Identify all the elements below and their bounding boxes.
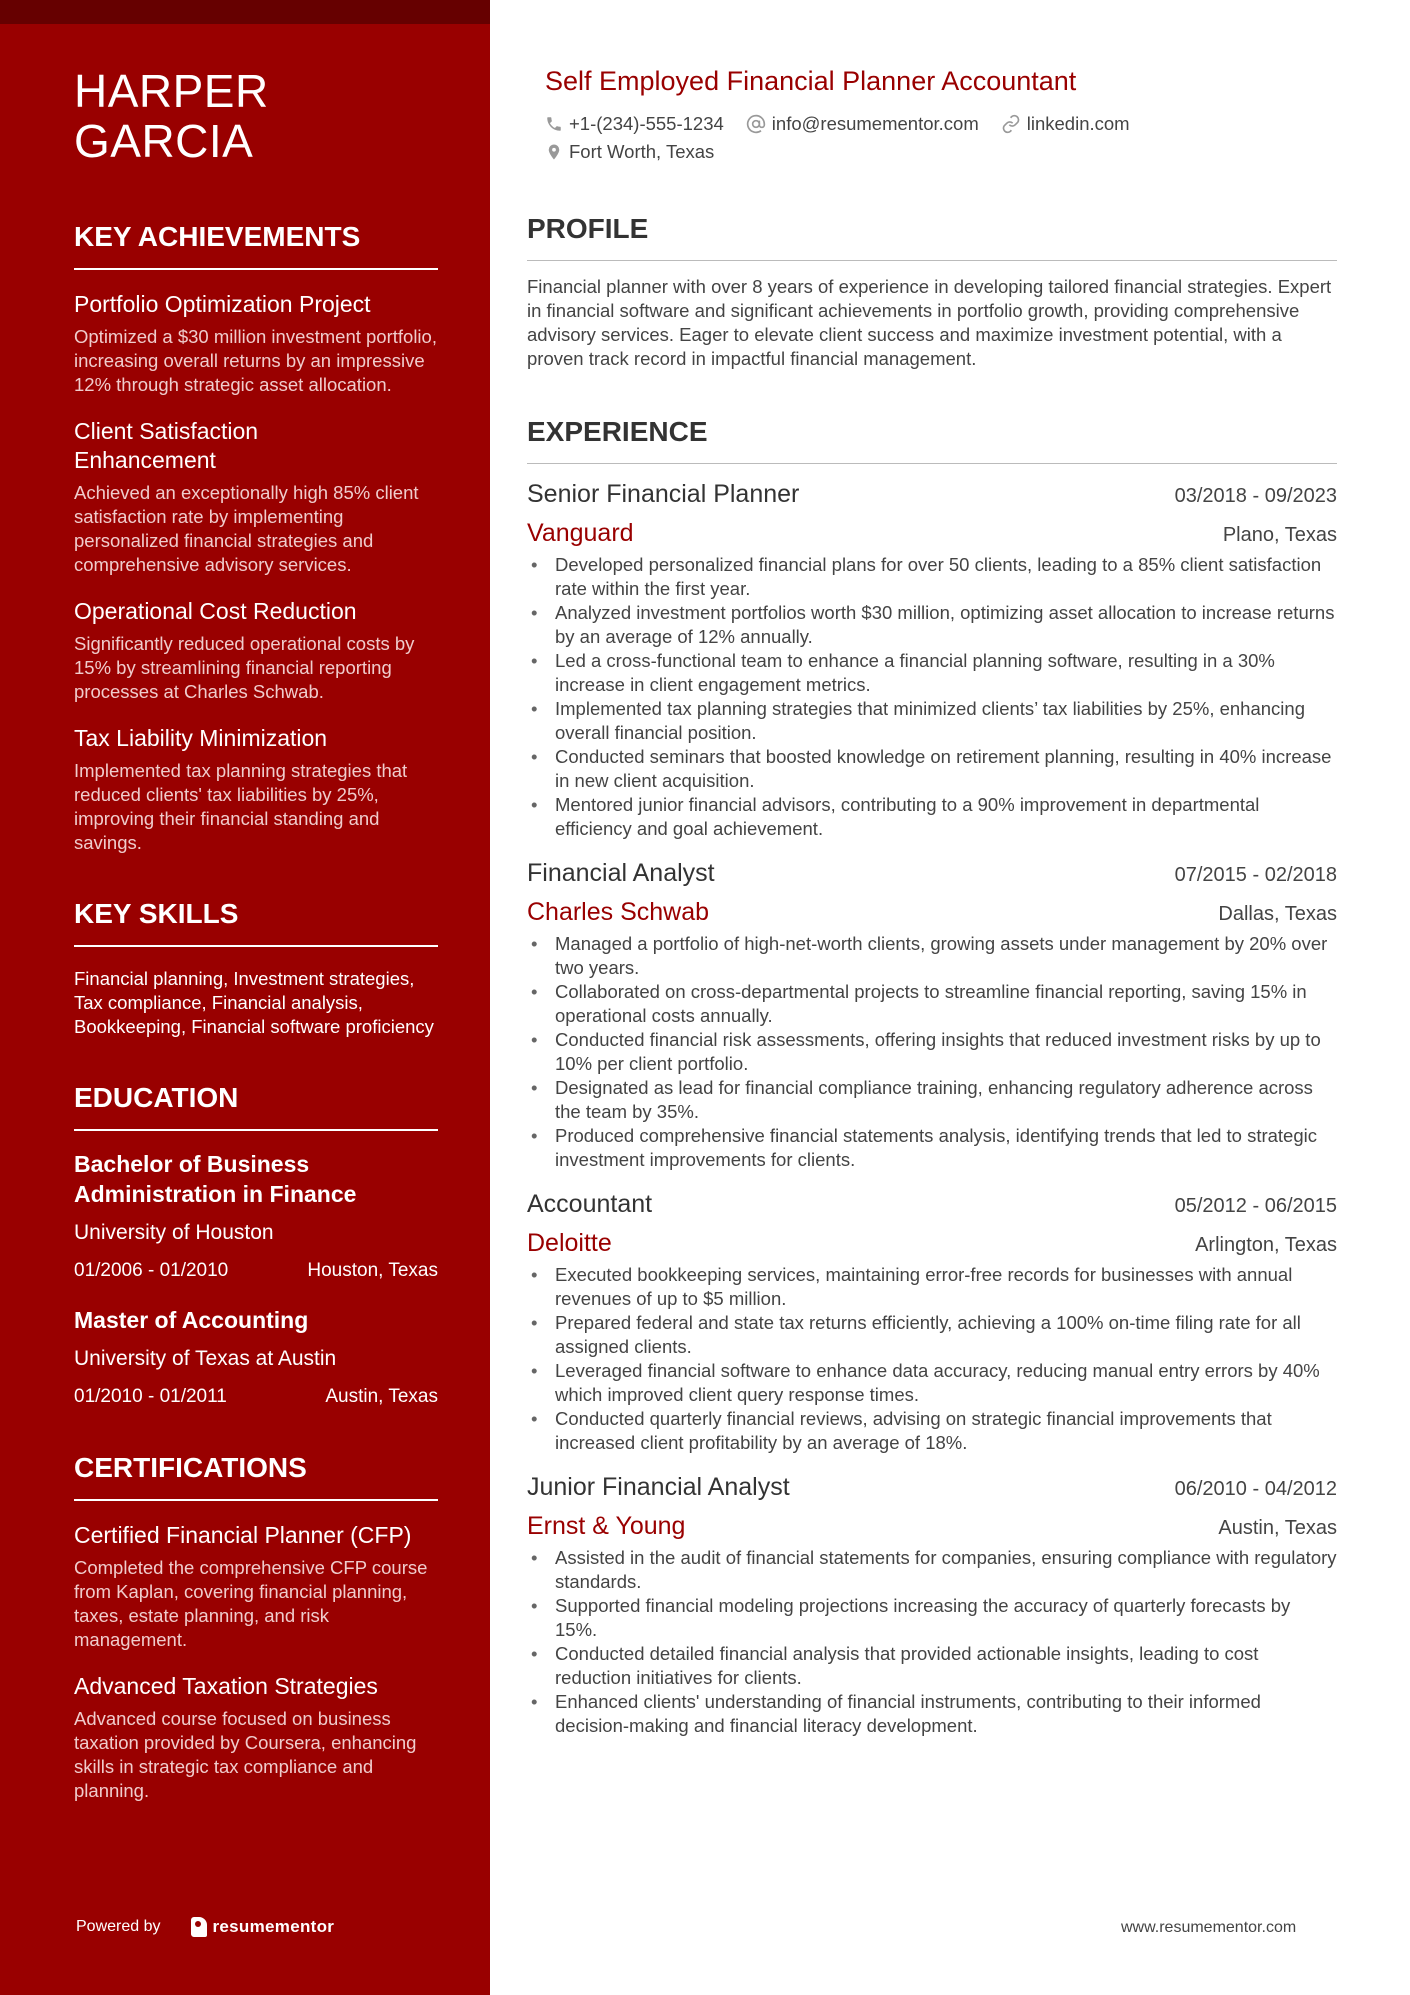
contact-phone[interactable] xyxy=(545,112,724,136)
bullet-item: • Led a cross-functional team to enhance a financial planning software, resulting in a 30% increase in client engagement metrics. xyxy=(527,649,1337,697)
achievements-section xyxy=(74,220,438,855)
experience-dates: 06/2010 - 04/2012 xyxy=(1174,1478,1337,1500)
achievement-title: Operational Cost Reduction xyxy=(74,598,357,624)
education-item xyxy=(74,1149,438,1283)
education-dates: 01/2006 - 01/2010 xyxy=(74,1260,229,1281)
certification-desc: Completed the comprehensive CFP course from Kaplan, covering financial planning, taxes, estate planning, and risk management. xyxy=(74,1557,428,1650)
bullet-item: • Produced comprehensive financial statements analysis, identifying trends that led to strategic investment improvements for clients. xyxy=(527,1124,1337,1172)
bullet-item: • Conducted seminars that boosted knowledge on retirement planning, resulting in 40% increase in new client acquisition. xyxy=(527,745,1337,793)
resumementor-logo-icon xyxy=(191,1917,207,1937)
experience-title: Senior Financial Planner xyxy=(527,480,800,508)
map-pin-icon xyxy=(545,142,563,162)
bullet-item: • Assisted in the audit of financial statements for companies, ensuring compliance with regulatory standards. xyxy=(527,1546,1337,1594)
education-section xyxy=(74,1081,438,1409)
certification-desc: Advanced course focused on business taxation provided by Coursera, enhancing skills in strategic tax compliance and planning. xyxy=(74,1708,417,1801)
phone-icon xyxy=(545,115,563,133)
experience-bullets xyxy=(527,553,1337,841)
experience-location: Austin, Texas xyxy=(1218,1517,1337,1539)
education-school: University of Texas at Austin xyxy=(74,1347,337,1370)
achievement-item xyxy=(74,597,438,704)
achievement-title: Portfolio Optimization Project xyxy=(74,291,371,317)
linkedin-text: linkedin.com xyxy=(1026,113,1130,134)
powered-by-label: Powered by xyxy=(76,1918,161,1935)
bullet-item: • Supported financial modeling projections increasing the accuracy of quarterly forecasts by 15%. xyxy=(527,1594,1337,1642)
contact-row-location xyxy=(545,140,1337,164)
profile-section xyxy=(527,212,1337,371)
achievement-item xyxy=(74,417,438,577)
experience-item xyxy=(527,478,1337,841)
contact-email[interactable] xyxy=(746,112,979,136)
contact-row xyxy=(545,112,1337,136)
location-text: Fort Worth, Texas xyxy=(569,141,715,162)
experience-company: Deloitte xyxy=(527,1229,612,1257)
education-location: Austin, Texas xyxy=(325,1386,438,1407)
sidebar-top-bar xyxy=(0,0,490,24)
experience-company: Vanguard xyxy=(527,519,634,547)
education-degree: Bachelor of Business Administration in Finance xyxy=(74,1151,357,1207)
education-location: Houston, Texas xyxy=(307,1260,438,1281)
at-sign-icon xyxy=(746,114,766,134)
experience-bullets xyxy=(527,1546,1337,1738)
achievement-desc: Implemented tax planning strategies that reduced clients' tax liabilities by 25%, improving their financial standing and savings. xyxy=(74,760,408,853)
experience-item xyxy=(527,857,1337,1172)
experience-company: Ernst & Young xyxy=(527,1512,686,1540)
sidebar xyxy=(0,0,490,1995)
bullet-item: • Analyzed investment portfolios worth $30 million, optimizing asset allocation to increase returns by an average of 12% annually. xyxy=(527,601,1337,649)
bullet-item: • Leveraged financial software to enhance data accuracy, reducing manual entry errors by 40% which improved client query response times. xyxy=(527,1359,1337,1407)
bullet-item: • Implemented tax planning strategies that minimized clients’ tax liabilities by 25%, enhancing overall financial position. xyxy=(527,697,1337,745)
skills-list: Financial planning, Investment strategies, Tax compliance, Financial analysis, Bookkeeping, Financial software proficiency xyxy=(74,968,434,1037)
achievement-item xyxy=(74,724,438,855)
certification-item xyxy=(74,1521,438,1652)
contact-location xyxy=(545,140,714,164)
achievement-title: Client Satisfaction Enhancement xyxy=(74,418,259,473)
bullet-item: • Executed bookkeeping services, maintaining error-free records for businesses with annual revenues of up to $5 million. xyxy=(527,1263,1337,1311)
certification-title: Certified Financial Planner (CFP) xyxy=(74,1522,412,1548)
phone-text: +1-(234)-555-1234 xyxy=(569,113,724,134)
certifications-heading: CERTIFICATIONS xyxy=(74,1451,438,1501)
certification-title: Advanced Taxation Strategies xyxy=(74,1673,378,1699)
achievements-heading: KEY ACHIEVEMENTS xyxy=(74,220,438,270)
contact-linkedin[interactable] xyxy=(1001,112,1130,136)
bullet-item: • Enhanced clients' understanding of financial instruments, contributing to their informed decision-making and financial literacy development. xyxy=(527,1690,1337,1738)
bullet-item: • Designated as lead for financial compliance training, enhancing regulatory adherence across the team by 35%. xyxy=(527,1076,1337,1124)
powered-by xyxy=(76,1917,334,1937)
education-heading: EDUCATION xyxy=(74,1081,438,1131)
experience-company: Charles Schwab xyxy=(527,898,710,926)
link-icon xyxy=(1001,114,1021,134)
experience-bullets xyxy=(527,1263,1337,1455)
experience-heading: EXPERIENCE xyxy=(527,415,1337,464)
experience-location: Plano, Texas xyxy=(1222,524,1337,546)
bullet-item: • Mentored junior financial advisors, contributing to a 90% improvement in departmental efficiency and goal achievement. xyxy=(527,793,1337,841)
education-school: University of Houston xyxy=(74,1221,274,1244)
email-text: info@resumementor.com xyxy=(771,113,979,134)
experience-dates: 03/2018 - 09/2023 xyxy=(1174,485,1337,507)
experience-bullets xyxy=(527,932,1337,1172)
certification-item xyxy=(74,1672,438,1803)
achievement-title: Tax Liability Minimization xyxy=(74,725,328,751)
bullet-item: • Conducted detailed financial analysis that provided actionable insights, leading to cost reduction initiatives for clients. xyxy=(527,1642,1337,1690)
education-degree: Master of Accounting xyxy=(74,1307,309,1333)
profile-heading: PROFILE xyxy=(527,212,1337,261)
education-dates: 01/2010 - 01/2011 xyxy=(74,1386,227,1407)
main-content xyxy=(527,64,1337,1738)
achievement-desc: Significantly reduced operational costs by 15% by streamlining financial reporting processes at Charles Schwab. xyxy=(74,633,415,702)
bullet-item: • Conducted financial risk assessments, offering insights that reduced investment risks by up to 10% per client portfolio. xyxy=(527,1028,1337,1076)
profile-summary: Financial planner with over 8 years of experience in developing tailored financial strategies. Expert in financial software and significant achievements in portfolio growth, providing comprehensive advisory services. Eager to elevate client success and maximize investment potential, with a proven track record in impactful financial management. xyxy=(527,276,1332,369)
job-title: Self Employed Financial Planner Accountant xyxy=(545,66,1077,96)
bullet-item: • Prepared federal and state tax returns efficiently, achieving a 100% on-time filing rate for all assigned clients. xyxy=(527,1311,1337,1359)
candidate-name: HARPER GARCIA xyxy=(74,65,269,167)
experience-item xyxy=(527,1188,1337,1455)
experience-dates: 05/2012 - 06/2015 xyxy=(1174,1195,1337,1217)
education-item xyxy=(74,1305,438,1409)
bullet-item: • Conducted quarterly financial reviews, advising on strategic financial improvements that increased client profitability by an average of 18%. xyxy=(527,1407,1337,1455)
skills-heading: KEY SKILLS xyxy=(74,897,438,947)
achievement-desc: Achieved an exceptionally high 85% client satisfaction rate by implementing personalized financial strategies and comprehensive advisory services. xyxy=(74,482,419,575)
experience-dates: 07/2015 - 02/2018 xyxy=(1174,864,1337,886)
certifications-section xyxy=(74,1451,438,1803)
achievement-desc: Optimized a $30 million investment portfolio, increasing overall returns by an impressive 12% through strategic asset allocation. xyxy=(74,326,437,395)
experience-title: Accountant xyxy=(527,1190,653,1218)
experience-item xyxy=(527,1471,1337,1738)
experience-location: Arlington, Texas xyxy=(1195,1234,1337,1256)
experience-section xyxy=(527,415,1337,1738)
experience-title: Financial Analyst xyxy=(527,859,715,887)
bullet-item: • Developed personalized financial plans for over 50 clients, leading to a 85% client satisfaction rate within the first year. xyxy=(527,553,1337,601)
achievement-item xyxy=(74,290,438,397)
experience-title: Junior Financial Analyst xyxy=(527,1473,790,1501)
bullet-item: • Managed a portfolio of high-net-worth clients, growing assets under management by 20% over two years. xyxy=(527,932,1337,980)
skills-section xyxy=(74,897,438,1039)
experience-location: Dallas, Texas xyxy=(1218,903,1337,925)
brand-name[interactable]: resumementor xyxy=(212,1917,335,1936)
bullet-item: • Collaborated on cross-departmental projects to streamline financial reporting, saving 15% in operational costs annually. xyxy=(527,980,1337,1028)
footer-website[interactable]: www.resumementor.com xyxy=(1121,1919,1297,1936)
